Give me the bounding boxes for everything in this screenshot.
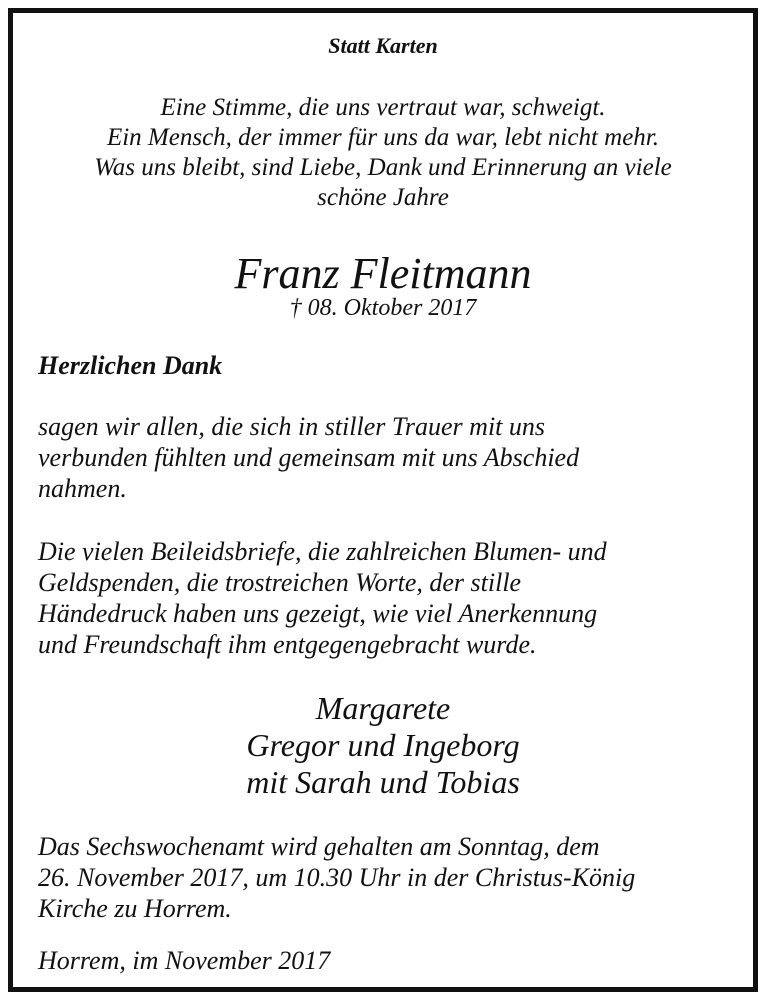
poem bbox=[13, 93, 753, 213]
poem-line: Was uns bleibt, sind Liebe, Dank und Erinnerung an viele bbox=[94, 154, 672, 181]
paragraph-line: Geldspenden, die trostreichen Worte, der stille bbox=[38, 568, 522, 597]
poem-line: Eine Stimme, die uns vertraut war, schweigt. bbox=[160, 94, 606, 121]
family-line: mit Sarah und Tobias bbox=[246, 764, 520, 800]
family-line: Gregor und Ingeborg bbox=[246, 727, 520, 763]
poem-line: Ein Mensch, der immer für uns da war, lebt nicht mehr. bbox=[106, 124, 660, 151]
family-signature bbox=[13, 690, 753, 801]
poem-line: schöne Jahre bbox=[317, 184, 449, 211]
paragraph-line: und Freundschaft ihm entgegengebracht wurde. bbox=[38, 630, 537, 659]
thanks-heading: Herzlichen Dank bbox=[38, 351, 223, 380]
paragraph-line: Händedruck haben uns gezeigt, wie viel Anerkennung bbox=[38, 599, 598, 628]
thanks-paragraph-2 bbox=[38, 536, 607, 660]
thanks-paragraph-1 bbox=[38, 411, 579, 504]
deceased-name: Franz Fleitmann bbox=[234, 249, 532, 298]
paragraph-line: nahmen. bbox=[38, 474, 127, 503]
service-info bbox=[38, 831, 635, 924]
death-date: † 08. Oktober 2017 bbox=[289, 295, 477, 321]
paragraph-line: verbunden fühlten und gemeinsam mit uns Abschied bbox=[38, 443, 580, 472]
family-line: Margarete bbox=[315, 690, 451, 726]
paragraph-line: Die vielen Beileidsbriefe, die zahlreichen Blumen- und bbox=[38, 537, 607, 566]
service-line: Kirche zu Horrem. bbox=[38, 894, 232, 923]
place-date: Horrem, im November 2017 bbox=[38, 946, 331, 975]
notice-frame bbox=[8, 8, 758, 992]
paragraph-line: sagen wir allen, die sich in stiller Trauer mit uns bbox=[38, 412, 546, 441]
service-line: 26. November 2017, um 10.30 Uhr in der Christus-König bbox=[38, 863, 636, 892]
header-title: Statt Karten bbox=[328, 33, 438, 58]
service-line: Das Sechswochenamt wird gehalten am Sonntag, dem bbox=[38, 832, 600, 861]
